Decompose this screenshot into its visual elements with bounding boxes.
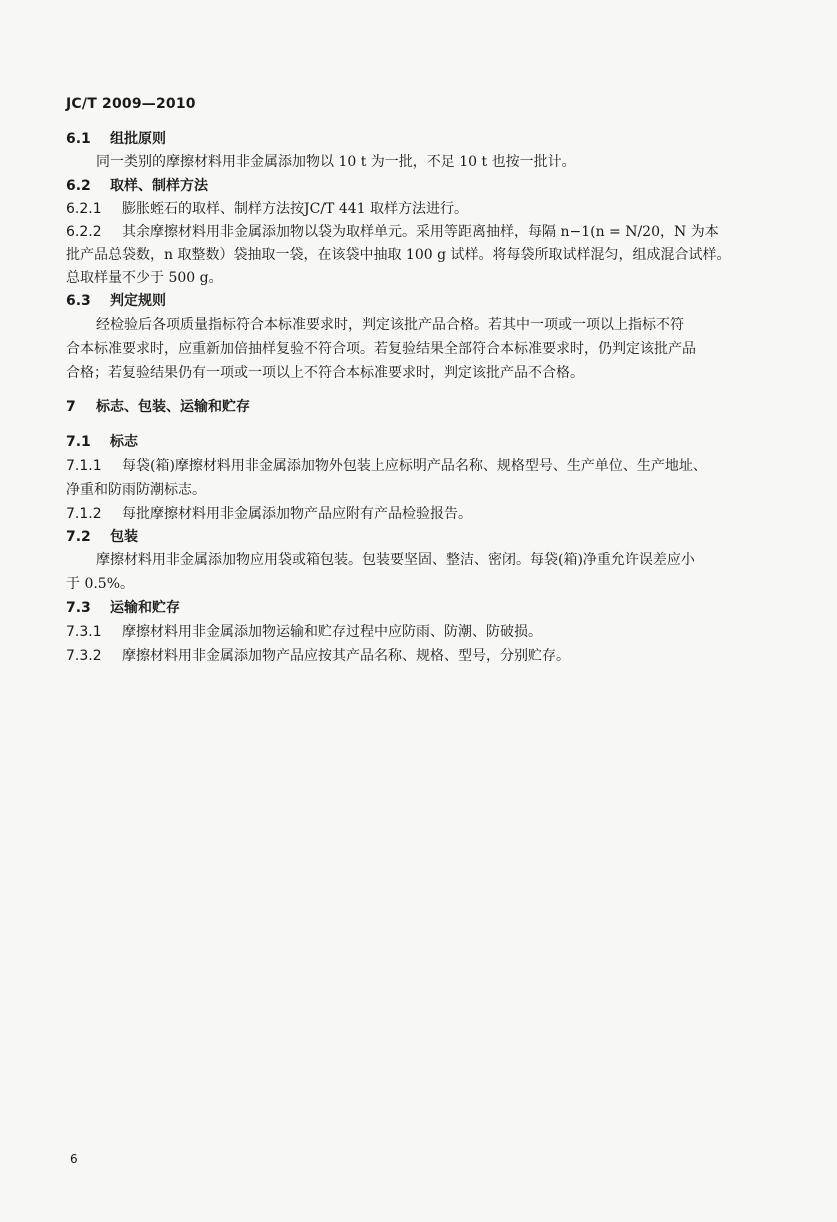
section-number: 7.3 [66,600,91,616]
section-7-2-line-2: 于 0.5%。 [66,576,135,592]
clause-6-2-2-line-2: 批产品总袋数，n 取整数）袋抽取一袋，在该袋中抽取 100 g 试样。将每袋所取试样混匀，组成混合试样。 [66,247,731,263]
clause-6-2-2-line-3: 总取样量不少于 500 g。 [66,270,223,286]
clause-text: 每批摩擦材料用非金属添加物产品应附有产品检验报告。 [122,506,472,522]
clause-text: 摩擦材料用非金属添加物产品应按其产品名称、规格、型号，分别贮存。 [122,648,570,664]
clause-text: 每袋(箱)摩擦材料用非金属添加物外包装上应标明产品名称、规格型号、生产单位、生产地址、 [122,458,707,474]
section-7-2-line-1: 摩擦材料用非金属添加物应用袋或箱包装。包装要坚固、整洁、密闭。每袋(箱)净重允许误差应小 [96,552,695,568]
clause-7-3-1 [66,623,778,641]
clause-7-1-2 [66,505,778,523]
clause-text: 膨胀蛭石的取样、制样方法按JC/T 441 取样方法进行。 [122,201,468,217]
section-6-3-heading [66,292,778,310]
standard-code-header: JC/T 2009—2010 [66,96,196,112]
section-6-2-heading [66,177,778,195]
section-number: 6.3 [66,293,91,309]
clause-number: 7.3.2 [66,648,102,664]
clause-number: 7.3.1 [66,624,102,640]
chapter-title: 标志、包装、运输和贮存 [96,399,250,415]
section-title: 标志 [110,434,138,450]
section-title: 包装 [110,529,138,545]
section-title: 组批原则 [110,131,166,147]
chapter-7-heading [66,398,778,416]
chapter-number: 7 [66,399,76,415]
section-title: 取样、制样方法 [110,178,208,194]
section-6-1-text: 同一类别的摩擦材料用非金属添加物以 10 t 为一批，不足 10 t 也按一批计。 [96,154,576,170]
clause-7-3-2 [66,647,778,665]
section-6-3-line-3: 合格；若复验结果仍有一项或一项以上不符合本标准要求时，判定该批产品不合格。 [66,365,584,381]
section-number: 6.2 [66,178,91,194]
section-title: 运输和贮存 [110,600,180,616]
section-7-3-heading [66,599,778,617]
section-number: 6.1 [66,131,91,147]
clause-6-2-1 [66,200,778,218]
clause-7-1-1-line-1 [66,457,778,475]
section-7-2-heading [66,528,778,546]
clause-text: 摩擦材料用非金属添加物运输和贮存过程中应防雨、防潮、防破损。 [122,624,542,640]
clause-number: 6.2.2 [66,224,102,240]
section-number: 7.1 [66,434,91,450]
page-number: 6 [70,1152,78,1166]
section-6-3-line-1: 经检验后各项质量指标符合本标准要求时，判定该批产品合格。若其中一项或一项以上指标不符 [96,317,684,333]
clause-text: 其余摩擦材料用非金属添加物以袋为取样单元。采用等距离抽样，每隔 n−1(n = N/20，N 为本 [122,224,719,240]
section-number: 7.2 [66,529,91,545]
section-6-3-line-2: 合本标准要求时，应重新加倍抽样复验不符合项。若复验结果全部符合本标准要求时，仍判定该批产品 [66,341,696,357]
clause-number: 7.1.1 [66,458,102,474]
section-title: 判定规则 [110,293,166,309]
section-6-1-heading [66,130,778,148]
clause-6-2-2-line-1 [66,223,778,241]
clause-number: 7.1.2 [66,506,102,522]
clause-number: 6.2.1 [66,201,102,217]
clause-7-1-1-line-2: 净重和防雨防潮标志。 [66,482,206,498]
section-7-1-heading [66,433,778,451]
